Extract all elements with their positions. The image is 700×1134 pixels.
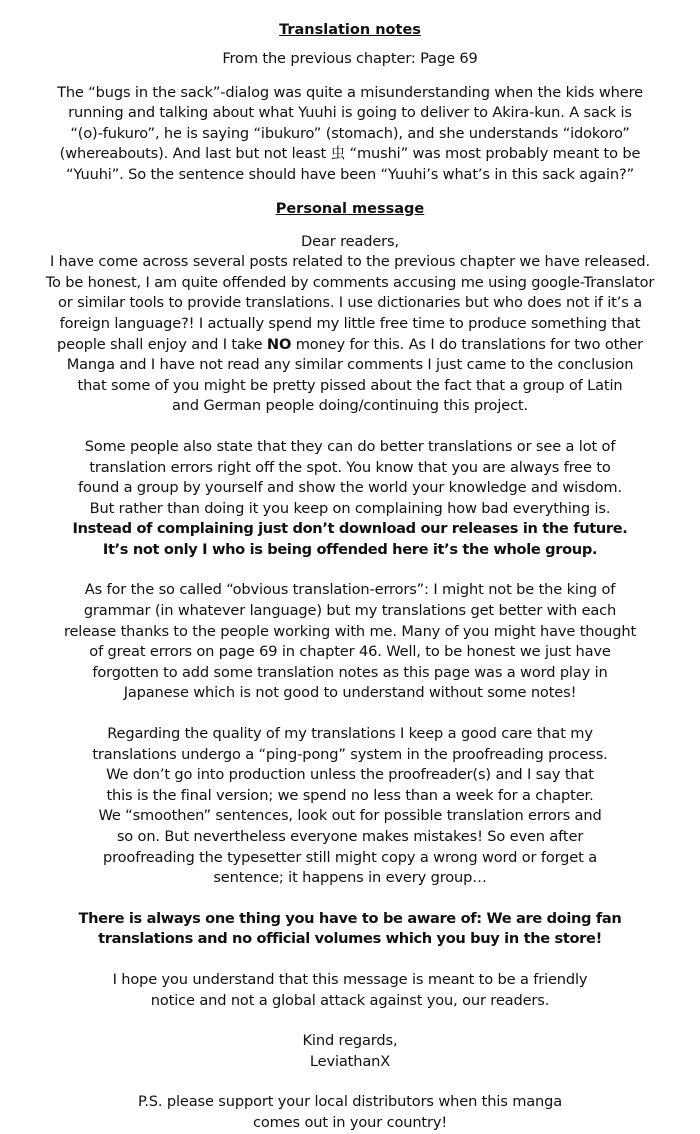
translation-notes-heading: Translation notes: [279, 22, 421, 38]
message-line: foreign language?! I actually spend my little free time to produce something that: [59, 314, 641, 332]
message-line: release thanks to the people working with me. Many of you might have thought: [63, 622, 637, 640]
closing: Kind regards,: [302, 1032, 398, 1050]
message-bold-line: Instead of complaining just don’t download our releases in the future.: [72, 520, 628, 538]
message-paragraph-6: [12, 970, 688, 1011]
message-line: that some of you might be pretty pissed about the fact that a group of Latin: [77, 376, 623, 394]
emphasis-before: people shall enjoy and I take: [57, 335, 267, 353]
message-line: notice and not a global attack against you, our readers.: [150, 991, 550, 1009]
message-paragraph-3: [12, 580, 688, 704]
message-bold-line: There is always one thing you have to be aware of: We are doing fan: [78, 909, 622, 927]
message-paragraph-4: [12, 724, 688, 889]
message-line: proofreading the typesetter still might copy a wrong word or forget a: [103, 848, 597, 866]
message-line: To be honest, I am quite offended by comments accusing me using google-Translator: [45, 273, 655, 291]
message-line: forgotten to add some translation notes as this page was a word play in: [92, 663, 608, 681]
message-paragraph-2: [12, 437, 688, 561]
message-bold-line: It’s not only I who is being offended here it’s the whole group.: [102, 540, 598, 558]
postscript: [12, 1092, 688, 1133]
message-line: translation errors right off the spot. You know that you are always free to: [89, 458, 611, 476]
message-line: But rather than doing it you keep on complaining how bad everything is.: [89, 499, 611, 517]
message-line: and German people doing/continuing this project.: [172, 397, 528, 415]
message-line: of great errors on page 69 in chapter 46. Well, to be honest we just have: [89, 643, 611, 661]
message-line: so on. But nevertheless everyone makes mistakes! So even after: [116, 828, 584, 845]
emphasis-after: money for this. As I do translations for two other: [291, 335, 643, 353]
notes-line: “Yuuhi”. So the sentence should have been “Yuuhi’s what’s in this sack again?”: [66, 165, 634, 183]
message-line: sentence; it happens in every group…: [213, 869, 487, 887]
message-line: this is the final version; we spend no less than a week for a chapter.: [106, 786, 594, 804]
postscript-line: P.S. please support your local distributors when this manga: [137, 1093, 563, 1111]
message-line: Manga and I have not read any similar comments I just came to the conclusion: [66, 356, 634, 374]
notes-line: running and talking about what Yuuhi is going to deliver to Akira-kun. A sack is: [68, 104, 632, 122]
notes-paragraph: [12, 83, 688, 186]
message-line: I have come across several posts related to the previous chapter we have released.: [50, 253, 650, 271]
message-line: As for the so called “obvious translation-errors”: I might not be the king of: [84, 581, 616, 599]
notes-source-line: From the previous chapter: Page 69: [222, 50, 478, 67]
message-paragraph-5: [12, 909, 688, 950]
postscript-line: comes out in your country!: [252, 1113, 448, 1131]
message-line: I hope you understand that this message is meant to be a friendly: [112, 970, 588, 988]
message-line: found a group by yourself and show the world your knowledge and wisdom.: [78, 479, 622, 497]
signature: LeviathanX: [309, 1052, 391, 1070]
message-line: or similar tools to provide translations. I use dictionaries but who does not if it’s a: [58, 294, 642, 312]
notes-line: “(o)-fukuro”, he is saying “ibukuro” (stomach), and she understands “idokoro”: [70, 124, 630, 142]
personal-message-heading: Personal message: [275, 200, 425, 217]
message-line: Regarding the quality of my translations I keep a good care that my: [107, 725, 593, 743]
message-line-emphasis: [12, 335, 688, 356]
message-line: Japanese which is not good to understand without some notes!: [123, 684, 577, 702]
message-bold-line: translations and no official volumes which you buy in the store!: [98, 930, 602, 948]
message-line: We don’t go into production unless the proofreader(s) and I say that: [106, 766, 594, 784]
salutation: Dear readers,: [301, 232, 399, 250]
emphasis-bold-no: NO: [266, 335, 292, 353]
message-line: Some people also state that they can do better translations or see a lot of: [84, 437, 616, 455]
notes-line: (whereabouts). And last but not least 虫 “mushi” was most probably meant to be: [59, 145, 641, 163]
message-line: We “smoothen” sentences, look out for possible translation errors and: [98, 807, 602, 825]
message-line: grammar (in whatever language) but my translations get better with each: [83, 602, 617, 620]
message-paragraph-1: [12, 252, 688, 417]
notes-line: The “bugs in the sack”-dialog was quite a misunderstanding when the kids where: [57, 83, 643, 101]
message-line: translations undergo a “ping-pong” system in the proofreading process.: [92, 745, 608, 763]
